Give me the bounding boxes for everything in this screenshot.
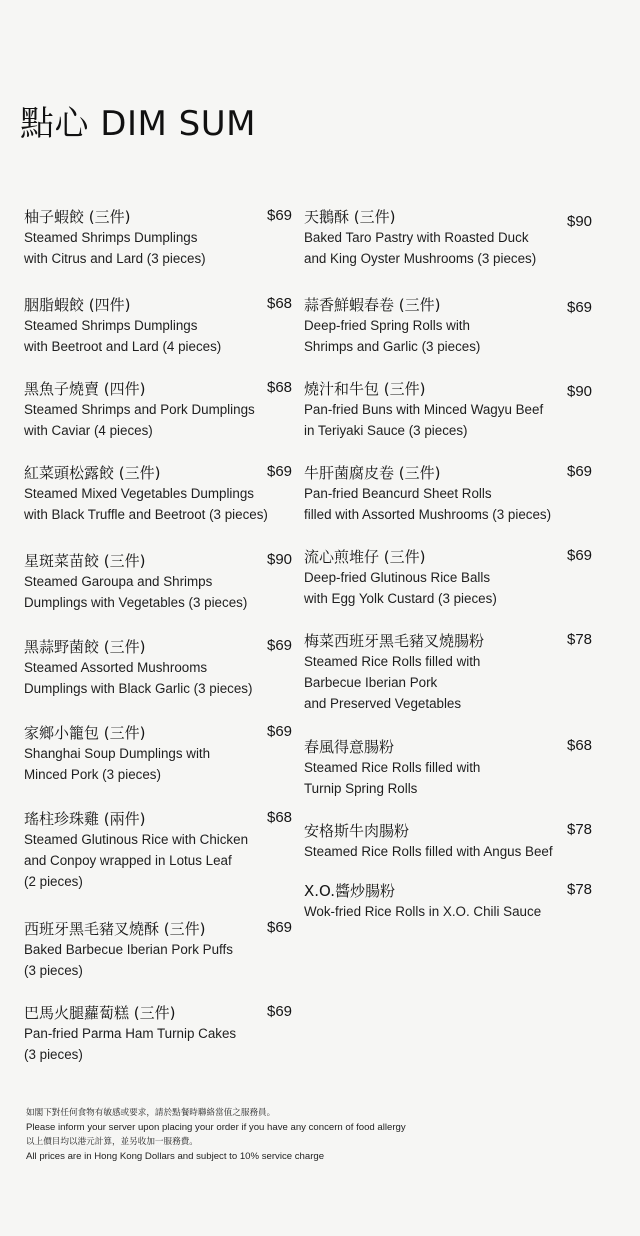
left-menu-item [24, 1003, 236, 1065]
dish-description-line: with Beetroot and Lard (4 pieces) [24, 339, 222, 354]
dish-description-line: Steamed Garoupa and Shrimps [24, 574, 213, 589]
left-menu-item [24, 295, 221, 357]
dish-description-line: with Egg Yolk Custard (3 pieces) [304, 591, 497, 606]
dish-description-line: Steamed Shrimps Dumplings [24, 318, 198, 333]
left-menu-item [24, 723, 210, 785]
dish-name-zh: 星斑菜苗餃 (三件) [24, 552, 146, 570]
dish-description-line: Steamed Rice Rolls filled with Angus Beef [304, 844, 553, 859]
dish-description-line: Shrimps and Garlic (3 pieces) [304, 339, 481, 354]
dish-name-zh: 黑蒜野菌餃 (三件) [24, 638, 146, 656]
dish-description-line: (3 pieces) [24, 1047, 83, 1062]
dish-description-line: Wok-fried Rice Rolls in X.O. Chili Sauce [304, 904, 542, 919]
dish-description-line: Steamed Assorted Mushrooms [24, 660, 208, 675]
dish-name-zh: 蒜香鮮蝦春卷 (三件) [304, 296, 441, 314]
dish-description-line: Baked Barbecue Iberian Pork Puffs [24, 942, 233, 957]
dish-description-line: Pan-fried Parma Ham Turnip Cakes [24, 1026, 237, 1041]
dish-price: $90 [267, 551, 293, 568]
right-menu-item [304, 463, 551, 525]
left-menu-item [24, 207, 206, 269]
right-menu-item [304, 821, 553, 862]
dish-description-line: and Conpoy wrapped in Lotus Leaf [24, 853, 232, 868]
dish-description-line: with Black Truffle and Beetroot (3 pieces) [24, 507, 268, 522]
dish-name-zh: 西班牙黑毛豬叉燒酥 (三件) [24, 920, 206, 938]
dish-name-zh: 家鄉小籠包 (三件) [24, 724, 146, 742]
dish-price: $69 [567, 463, 593, 480]
dish-name-zh: 瑤柱珍珠雞 (兩件) [24, 810, 146, 828]
dish-price: $69 [267, 207, 293, 224]
left-menu-item [24, 809, 248, 892]
right-menu-item [304, 737, 480, 799]
dish-description-line: Steamed Rice Rolls filled with [304, 654, 481, 669]
dish-description-line: Baked Taro Pastry with Roasted Duck [304, 230, 529, 245]
dish-description-line: (2 pieces) [24, 874, 83, 889]
dish-description-line: Steamed Shrimps Dumplings [24, 230, 198, 245]
dish-price: $68 [267, 379, 293, 396]
left-menu-item [24, 551, 247, 613]
dish-name-zh: 燒汁和牛包 (三件) [304, 380, 426, 398]
price-note-en: All prices are in Hong Kong Dollars and subject to 10% service charge [26, 1150, 325, 1162]
dish-price: $68 [267, 295, 293, 312]
allergy-note-en: Please inform your server upon placing your order if you have any concern of food allergy [26, 1121, 406, 1133]
dish-price: $78 [567, 631, 593, 648]
dish-description-line: and Preserved Vegetables [304, 696, 462, 711]
dish-description-line: Shanghai Soup Dumplings with [24, 746, 211, 761]
dish-name-zh: 春風得意腸粉 [304, 738, 395, 756]
dish-name-zh: 紅菜頭松露餃 (三件) [24, 464, 161, 482]
right-menu-item [304, 631, 484, 714]
dish-description-line: with Caviar (4 pieces) [24, 423, 153, 438]
dish-price: $69 [567, 299, 593, 316]
dish-price: $69 [267, 723, 293, 740]
dish-description-line: Steamed Rice Rolls filled with [304, 760, 481, 775]
dish-description-line: Steamed Shrimps and Pork Dumplings [24, 402, 255, 417]
dish-price: $69 [267, 919, 293, 936]
footer-notes [26, 1106, 626, 1164]
dish-name-zh: 牛肝菌腐皮卷 (三件) [304, 464, 441, 482]
dish-price: $68 [567, 737, 593, 754]
dish-description-line: filled with Assorted Mushrooms (3 pieces) [304, 507, 552, 522]
dish-description-line: (3 pieces) [24, 963, 83, 978]
dish-description-line: Pan-fried Beancurd Sheet Rolls [304, 486, 492, 501]
dish-description-line: Barbecue Iberian Pork [304, 675, 438, 690]
left-menu-item [24, 637, 252, 699]
dish-name-zh: 胭脂蝦餃 (四件) [24, 296, 131, 314]
dish-price: $78 [567, 881, 593, 898]
dish-price: $69 [267, 463, 293, 480]
dish-price: $68 [267, 809, 293, 826]
dish-name-zh: 梅菜西班牙黑毛豬叉燒腸粉 [304, 632, 485, 650]
dish-price: $90 [567, 213, 593, 230]
dish-name-zh: 柚子蝦餃 (三件) [24, 208, 131, 226]
left-menu-item [24, 463, 268, 525]
dish-price: $90 [567, 383, 593, 400]
dish-name-zh: X.O.醬炒腸粉 [304, 882, 396, 900]
dish-description-line: with Citrus and Lard (3 pieces) [24, 251, 206, 266]
dish-description-line: Pan-fried Buns with Minced Wagyu Beef [304, 402, 544, 417]
right-menu-item [304, 881, 541, 922]
right-menu-item [304, 207, 536, 269]
dish-price: $69 [267, 1003, 293, 1020]
dish-name-zh: 安格斯牛肉腸粉 [304, 822, 410, 840]
dish-description-line: Deep-fried Spring Rolls with [304, 318, 470, 333]
dish-description-line: Dumplings with Vegetables (3 pieces) [24, 595, 248, 610]
dish-description-line: and King Oyster Mushrooms (3 pieces) [304, 251, 537, 266]
dish-description-line: Steamed Mixed Vegetables Dumplings [24, 486, 255, 501]
right-menu-item [304, 379, 543, 441]
dish-price: $69 [567, 547, 593, 564]
dish-description-line: Steamed Glutinous Rice with Chicken [24, 832, 249, 847]
dish-description-line: Minced Pork (3 pieces) [24, 767, 161, 782]
dish-price: $69 [267, 637, 293, 654]
left-menu-item [24, 379, 255, 441]
allergy-note-zh: 如閣下對任何食物有敏感或要求，請於點餐時聯絡當值之服務員。 [26, 1108, 276, 1118]
price-note-zh: 以上價目均以港元計算，並另收加一服務費。 [26, 1137, 198, 1147]
left-menu-item [24, 919, 233, 981]
dish-description-line: Deep-fried Glutinous Rice Balls [304, 570, 491, 585]
dish-name-zh: 巴馬火腿蘿蔔糕 (三件) [24, 1004, 176, 1022]
dish-description-line: Dumplings with Black Garlic (3 pieces) [24, 681, 253, 696]
dish-description-line: Turnip Spring Rolls [304, 781, 418, 796]
dish-name-zh: 流心煎堆仔 (三件) [304, 548, 426, 566]
dish-price: $78 [567, 821, 593, 838]
dish-name-zh: 黑魚子燒賣 (四件) [24, 380, 146, 398]
page-title: 點心 DIM SUM [20, 104, 256, 144]
dish-description-line: in Teriyaki Sauce (3 pieces) [304, 423, 468, 438]
dish-name-zh: 天鵝酥 (三件) [304, 208, 396, 226]
right-menu-item [304, 295, 480, 357]
right-menu-item [304, 547, 497, 609]
